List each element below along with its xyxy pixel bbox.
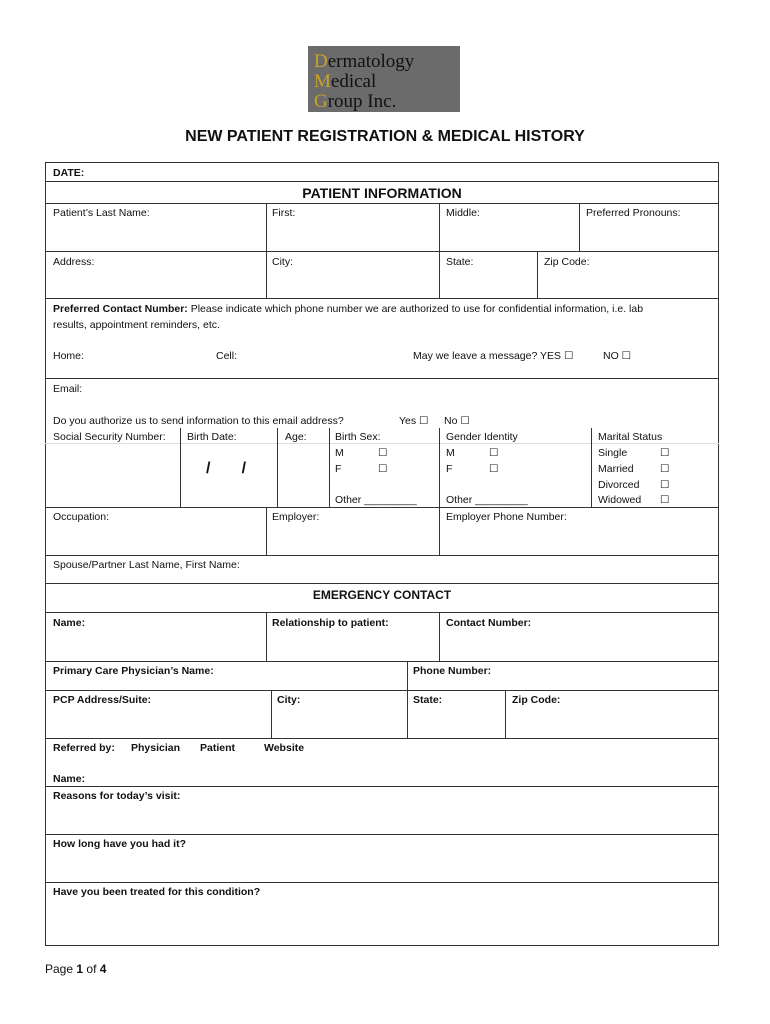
divider: [45, 378, 719, 379]
pcp-city-label: City:: [277, 694, 301, 706]
divider: [45, 555, 719, 556]
employer-phone-label: Employer Phone Number:: [446, 511, 567, 523]
referred-patient-option[interactable]: Patient: [200, 742, 236, 754]
date-slashes: / /: [206, 460, 247, 477]
logo-line-2: Medical: [314, 71, 377, 92]
email-label: Email:: [53, 383, 83, 395]
contact-bold: Preferred Contact Number:: [53, 303, 188, 315]
pcp-phone-label: Phone Number:: [413, 665, 492, 677]
page-footer: [45, 962, 106, 976]
divider: [45, 507, 719, 508]
page-word: Page: [45, 962, 74, 976]
how-long-label: How long have you had it?: [53, 838, 187, 850]
birth-date-label: Birth Date:: [187, 431, 237, 443]
birth-sex-label: Birth Sex:: [335, 431, 381, 443]
page-number: 1: [76, 962, 84, 976]
leave-message-yes[interactable]: May we leave a message? YES ☐: [413, 350, 574, 362]
gender-f-checkbox[interactable]: ☐: [489, 463, 499, 475]
contact-text-2: results, appointment reminders, etc.: [53, 319, 220, 331]
referred-website-option[interactable]: Website: [264, 742, 305, 754]
single-label: Single: [598, 447, 628, 459]
contact-instructions: [53, 303, 643, 315]
referred-by-label: Referred by:: [53, 742, 115, 754]
divorced-label: Divorced: [598, 479, 640, 491]
divider: [45, 882, 719, 883]
divider: [45, 661, 719, 662]
sex-f-label: F: [335, 463, 342, 475]
divider: [180, 428, 181, 507]
home-label: Home:: [53, 350, 84, 362]
widowed-checkbox[interactable]: ☐: [660, 494, 670, 506]
divider: [329, 428, 330, 507]
divider: [439, 507, 440, 555]
reasons-label: Reasons for today’s visit:: [53, 790, 181, 802]
divider: [439, 612, 440, 661]
divider: [407, 661, 408, 738]
divider: [45, 181, 719, 182]
form-box: [45, 162, 719, 946]
date-label: DATE:: [53, 167, 85, 179]
leave-message-no[interactable]: NO ☐: [603, 350, 632, 362]
divider: [579, 203, 580, 251]
marital-status-label: Marital Status: [598, 431, 663, 443]
single-checkbox[interactable]: ☐: [660, 447, 670, 459]
treated-label: Have you been treated for this condition?: [53, 886, 261, 898]
divider: [439, 203, 440, 298]
ssn-label: Social Security Number:: [53, 431, 166, 443]
divider: [266, 612, 267, 661]
divider: [45, 298, 719, 299]
divider: [45, 203, 719, 204]
spouse-label: Spouse/Partner Last Name, First Name:: [53, 559, 240, 571]
contact-text-1: Please indicate which phone number we are authorized to use for confidential information, i.e. lab: [190, 303, 644, 315]
pronouns-label: Preferred Pronouns:: [586, 207, 681, 219]
gender-f-label: F: [446, 463, 453, 475]
pcp-address-label: PCP Address/Suite:: [53, 694, 152, 706]
divider: [45, 786, 719, 787]
email-auth-no[interactable]: No ☐: [444, 415, 470, 427]
divider: [505, 690, 506, 738]
divorced-checkbox[interactable]: ☐: [660, 479, 670, 491]
gender-m-checkbox[interactable]: ☐: [489, 447, 499, 459]
sex-m-checkbox[interactable]: ☐: [378, 447, 388, 459]
company-logo: [308, 46, 460, 112]
logo-line-3: Group Inc.: [314, 91, 397, 112]
divider: [45, 834, 719, 835]
occupation-label: Occupation:: [53, 511, 110, 523]
divider: [591, 428, 592, 507]
state-label: State:: [446, 256, 474, 268]
address-label: Address:: [53, 256, 95, 268]
divider: [266, 203, 267, 298]
divider: [537, 251, 538, 298]
of-word: of: [86, 962, 97, 976]
email-auth-label: Do you authorize us to send information to this email address?: [53, 415, 344, 427]
gender-other-field[interactable]: Other _________: [446, 494, 528, 506]
relationship-label: Relationship to patient:: [272, 617, 389, 629]
zip-label: Zip Code:: [544, 256, 590, 268]
email-auth-yes[interactable]: Yes ☐: [399, 415, 429, 427]
pcp-zip-label: Zip Code:: [512, 694, 561, 706]
cell-label: Cell:: [216, 350, 238, 362]
divider: [439, 428, 440, 507]
referrer-name-label: Name:: [53, 773, 86, 785]
sex-other-field[interactable]: Other _________: [335, 494, 417, 506]
widowed-label: Widowed: [598, 494, 642, 506]
pcp-state-label: State:: [413, 694, 443, 706]
sex-f-checkbox[interactable]: ☐: [378, 463, 388, 475]
divider: [277, 428, 278, 507]
referred-physician-option[interactable]: Physician: [131, 742, 181, 754]
married-checkbox[interactable]: ☐: [660, 463, 670, 475]
divider: [45, 251, 719, 252]
emergency-heading: EMERGENCY CONTACT: [312, 588, 452, 602]
middle-name-label: Middle:: [446, 207, 480, 219]
divider: [45, 612, 719, 613]
form-title: NEW PATIENT REGISTRATION & MEDICAL HISTORY: [185, 128, 585, 145]
first-name-label: First:: [272, 207, 296, 219]
city-label: City:: [272, 256, 293, 268]
page-total: 4: [99, 962, 107, 976]
pcp-name-label: Primary Care Physician’s Name:: [53, 665, 214, 677]
divider: [266, 507, 267, 555]
logo-line-1: Dermatology: [314, 51, 415, 72]
sex-m-label: M: [335, 447, 344, 459]
married-label: Married: [598, 463, 634, 475]
last-name-label: Patient’s Last Name:: [53, 207, 150, 219]
divider: [45, 583, 719, 584]
gender-identity-label: Gender Identity: [446, 431, 518, 443]
emergency-name-label: Name:: [53, 617, 86, 629]
contact-number-label: Contact Number:: [446, 617, 532, 629]
patient-info-heading: PATIENT INFORMATION: [302, 185, 462, 201]
divider: [45, 738, 719, 739]
divider: [271, 690, 272, 738]
divider: [45, 443, 719, 444]
age-label: Age:: [285, 431, 307, 443]
employer-label: Employer:: [272, 511, 320, 523]
gender-m-label: M: [446, 447, 455, 459]
divider: [45, 690, 719, 691]
